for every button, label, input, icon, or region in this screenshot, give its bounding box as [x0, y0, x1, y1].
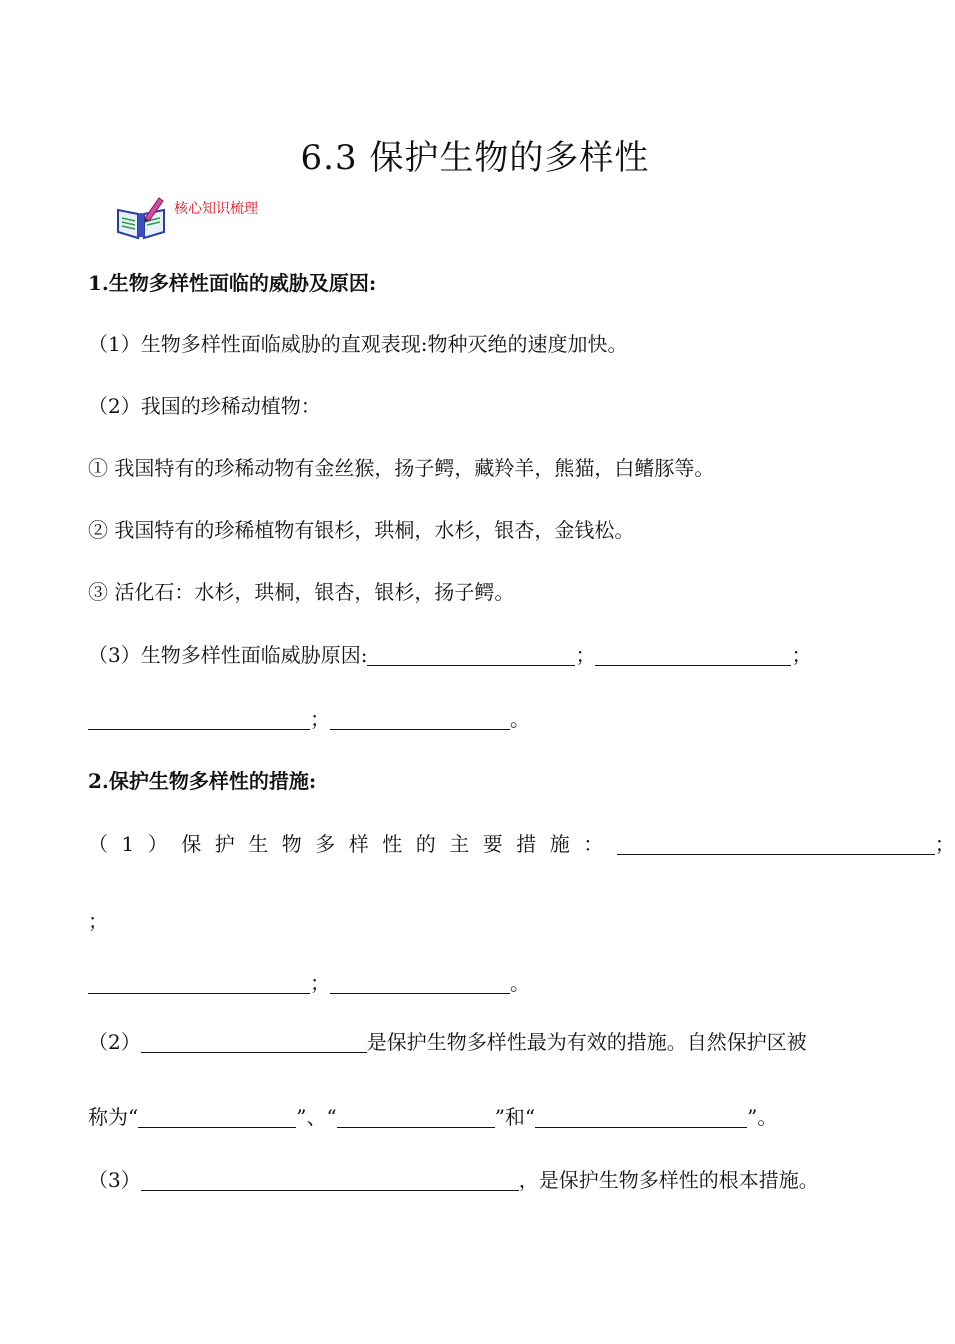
section-2-heading: 2.保护生物多样性的措施: — [88, 769, 317, 793]
s2-p3-suffix: ，是保护生物多样性的根本措施。 — [518, 1168, 819, 1192]
page-title: 6.3 保护生物的多样性 — [300, 138, 650, 178]
fill-blank[interactable] — [138, 1107, 296, 1128]
separator: ； — [310, 971, 330, 995]
s2-p1-text: （1）保护生物多样性的主要措施： — [88, 832, 617, 856]
open-book-pencil-icon — [115, 194, 167, 240]
s2-paragraph-2-cont — [88, 1104, 777, 1130]
s2-p2b-end: ”。 — [747, 1105, 778, 1129]
separator: ； — [575, 643, 596, 667]
s2-p2b-mid2: ”和“ — [494, 1105, 536, 1129]
s1-p3-text: （3）生物多样性面临威胁原因: — [88, 643, 368, 667]
s2-p2b-prefix: 称为“ — [88, 1105, 139, 1129]
s1-item-3: ③ 活化石：水杉，珙桐，银杏，银杉，扬子鳄。 — [88, 580, 515, 604]
s1-paragraph-1: （1）生物多样性面临威胁的直观表现:物种灭绝的速度加快。 — [88, 332, 628, 356]
fill-blank[interactable] — [595, 645, 791, 666]
fill-blank[interactable] — [535, 1107, 747, 1128]
fill-blank[interactable] — [88, 973, 310, 994]
s2-p2-suffix: 是保护生物多样性最为有效的措施。自然保护区被 — [366, 1030, 807, 1054]
fill-blank[interactable] — [141, 1032, 367, 1053]
fill-blank[interactable] — [88, 709, 310, 730]
s1-paragraph-3 — [88, 642, 811, 668]
separator: ； — [310, 707, 330, 731]
period: 。 — [510, 971, 530, 995]
s2-paragraph-2 — [88, 1029, 807, 1055]
fill-blank[interactable] — [617, 834, 935, 855]
fill-blank[interactable] — [141, 1170, 519, 1191]
fill-blank[interactable] — [337, 1107, 495, 1128]
fill-blank[interactable] — [330, 709, 510, 730]
separator: ； — [934, 832, 955, 856]
s2-p2-prefix: （2） — [88, 1030, 141, 1054]
separator: ； — [88, 909, 108, 933]
section-badge-label: 核心知识梳理 — [174, 201, 258, 217]
s1-item-1: ① 我国特有的珍稀动物有金丝猴，扬子鳄，藏羚羊，熊猫，白鳍豚等。 — [88, 456, 715, 480]
s2-p2b-mid1: ”、“ — [296, 1105, 337, 1129]
s2-paragraph-1-cont — [88, 970, 530, 996]
fill-blank[interactable] — [330, 973, 510, 994]
section-1-heading: 1.生物多样性面临的威胁及原因: — [88, 271, 377, 295]
s2-paragraph-3 — [88, 1167, 819, 1193]
s1-item-2: ② 我国特有的珍稀植物有银杉，珙桐，水杉，银杏，金钱松。 — [88, 518, 635, 542]
separator: ； — [791, 643, 812, 667]
s2-paragraph-1 — [88, 831, 955, 857]
s1-paragraph-2: （2）我国的珍稀动植物： — [88, 394, 321, 418]
s1-paragraph-3-cont — [88, 706, 530, 732]
fill-blank[interactable] — [367, 645, 575, 666]
period: 。 — [510, 707, 530, 731]
s2-p3-prefix: （3） — [88, 1168, 141, 1192]
